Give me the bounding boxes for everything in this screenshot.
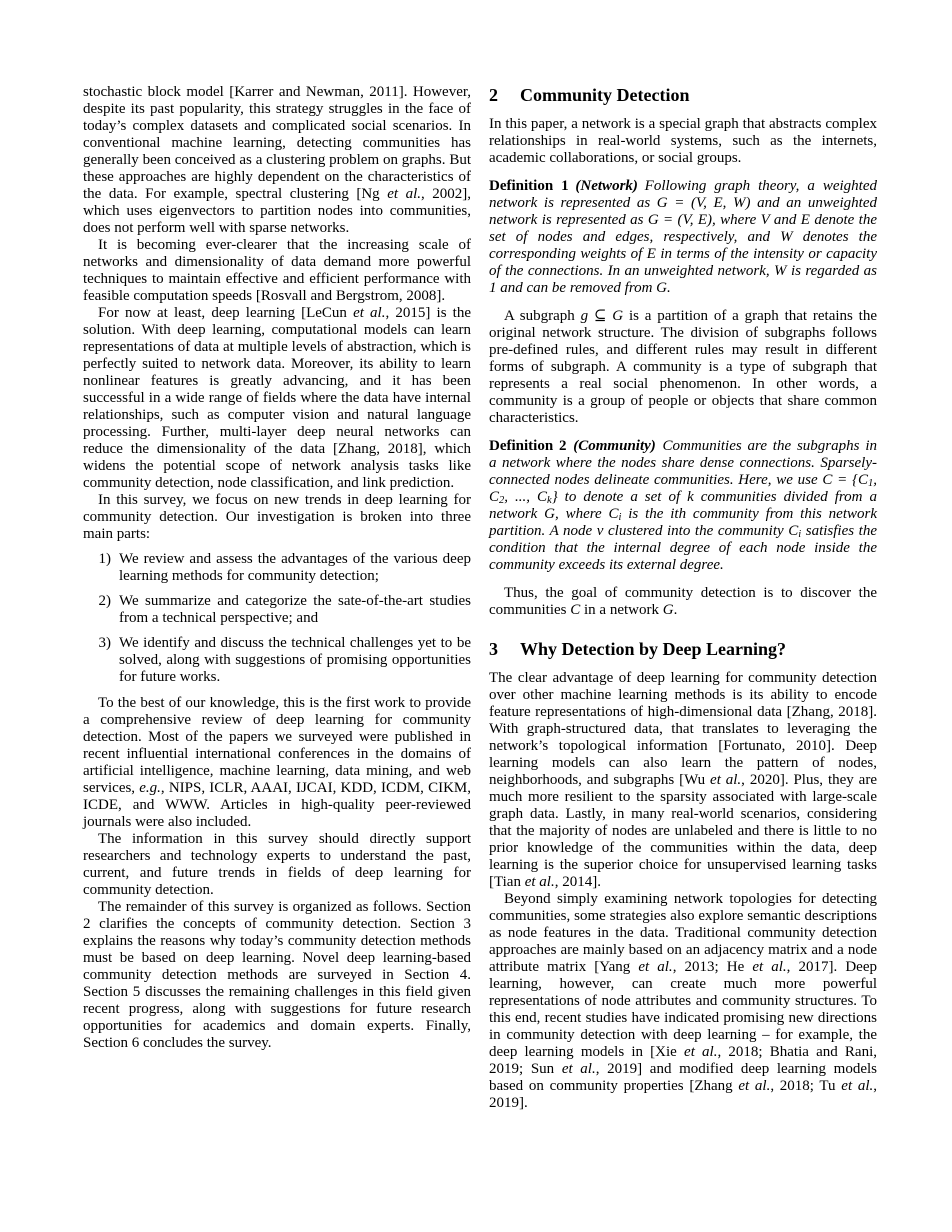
body-paragraph [489,116,877,167]
text-run: et al. [353,305,386,321]
text-run: , 2018; Tu [770,1078,842,1094]
text-run: The clear advantage of deep learning for community detection over other machine learning methods is its ability to encode feature representations of high-dimensional data [Zhang, 2018]. With graph-structured data, that translates to leveraging the network’s topological information [Fortunato, 2010]. Deep learning models can also learn the pattern of nodes, neighborhoods, and subgraphs [Wu [489,670,877,788]
text-run: Thus, the goal of community detection is to discover the communities [489,585,877,618]
list-item-text [119,593,471,627]
list-item-number: 2) [98,593,111,609]
text-run: g [580,308,589,324]
text-run: , 2013; He [672,959,753,975]
text-run: A subgraph [504,308,581,324]
text-run: In this paper, a network is a special graph that abstracts complex relationships in real-world systems, such as the internets, academic collaborations, or social groups. [489,116,877,166]
list-item-text [119,551,471,585]
text-run: i [618,512,622,524]
text-run: e.g. [139,780,161,796]
text-run: in a network [580,602,663,618]
body-paragraph [83,305,471,492]
body-paragraph [83,899,471,1052]
list-item [83,635,471,686]
body-paragraph [489,308,877,427]
section-heading [489,639,877,660]
definition-block [489,178,877,297]
text-run: 1 [868,478,874,490]
text-run: We summarize and categorize the sate-of-the-art studies from a technical perspective; and [119,593,471,626]
text-run: is a partition of a graph that retains the original network structure. The division of subgraphs follows pre-defined rules, and different rules may result in different forms of subgraph. A community is a type of subgraph that represents a real social phenomenon. In other words, a community is a group of people or objects that share common characteristics. [489,308,877,426]
text-run: et al. [752,959,787,975]
text-run: G [612,308,624,324]
list-item-text [119,635,471,686]
text-run: Beyond simply examining network topologies for detecting communities, some strategies also explore semantic descriptions as node features in the data. Traditional community detection approaches are mainly based on an adjacency matrix and a node attribute matrix [Yang [489,891,877,975]
text-run: , C [489,472,877,505]
column-right [489,84,877,1232]
text-run: } to denote a set of k communities divided from a network G, where C [489,489,877,522]
text-run: , 2015] is the solution. With deep learning, computational models can learn representations of data at multiple levels of abstraction, which is perfectly suited to network data. Moreover, its ability to learn nonlinear features is greatly advancing, and it has been successful in a wide range of fields where the data have internal relationships, such as computer vision and natural language processing. Further, multi-layer deep neural networks can reduce the dimensionality of the data [Zhang, 2018], which widens the potential scope of network analysis tasks like community detection, node classification, and link prediction. [83,305,472,491]
definition-term: (Community) [573,438,656,454]
text-run: is the ith community from this network partition. A node v clustered into the community C [489,506,878,539]
text-run: stochastic block model [Karrer and Newman, 2011]. However, despite its past popularity, this strategy struggles in the face of today’s complex datasets and complicated social scenarios. In conventional machine learning, detecting communities has generally been conceived as a clustering problem on graphs. But these approaches are highly dependent on the characteristics of the data. For example, spectral clustering [Ng [83,84,471,202]
text-run: Communities are the subgraphs in a network where the nodes share dense connections. Sparsely-connected nodes delineate communities. Here, we use C = {C [489,438,877,488]
text-run: . [673,602,678,618]
text-run: satisfies the condition that the internal degree of each node inside the community exceeds its external degree. [489,523,877,573]
body-paragraph [489,670,877,891]
definition-term: (Network) [575,178,638,194]
definition-block [489,438,877,574]
section-title: Why Detection by Deep Learning? [520,639,786,659]
text-run: For now at least, deep learning [LeCun [98,305,354,321]
text-run: The information in this survey should directly support researchers and technology experts to understand the past, current, and future trends in fields of deep learning for community detection. [83,831,471,898]
body-paragraph [489,585,877,619]
text-run: et al. [738,1078,771,1094]
text-run: et al. [561,1061,596,1077]
text-run: G [662,602,674,618]
text-run: Following graph theory, a weighted network is represented as G = (V, E, W) and an unweighted network is represented as G = (V, E), where V and E denote the set of nodes and edges, respectively, and W denotes the corresponding weights of E in terms of the intensity or capacity of the connections. In an unweighted network, W is regarded as 1 and can be removed from G. [489,178,877,296]
section-heading [489,85,877,106]
text-run: et al. [524,874,555,890]
text-run: et al. [638,959,673,975]
column-left [83,84,471,1232]
text-run: 2 [499,495,505,507]
section-number: 3 [489,639,498,659]
definition-label: Definition 2 [489,438,567,454]
definition-label: Definition 1 [489,178,569,194]
text-run: C [570,602,581,618]
text-run: et al. [684,1044,718,1060]
text-run: It is becoming ever-clearer that the increasing scale of networks and dimensionality of data demand more powerful techniques to maintain effective and efficient performance with feasible computation speeds [Rosvall and Bergstrom, 2008]. [83,237,471,304]
body-paragraph [489,891,877,1112]
text-run: , ..., C [504,489,548,505]
text-run: To the best of our knowledge, this is the first work to provide a comprehensive review of deep learning for community detection. Most of the papers we surveyed were published in recent influential international conferences in the domains of artificial intelligence, machine learning, data mining, and web services, [83,695,471,796]
body-paragraph [83,492,471,543]
list-item [83,551,471,585]
text-run: k [547,495,552,507]
text-run: et al. [387,186,421,202]
section-number: 2 [489,85,498,105]
text-run: We identify and discuss the technical challenges yet to be solved, along with suggestions of promising opportunities for future works. [119,635,471,685]
section-title: Community Detection [520,85,690,105]
text-run: , 2014]. [554,874,601,890]
body-paragraph [83,84,471,237]
text-run: ⊆ [588,308,613,324]
text-run: , 2019] and modified deep learning models based on community properties [Zhang [489,1061,878,1094]
list-item-number: 3) [98,635,111,651]
text-run: et al. [841,1078,874,1094]
text-run: , 2020]. Plus, they are much more resilient to the sparsity associated with large-scale graph data. Lastly, in many real-world scenarios, considering that the majority of nodes are unlabeled and there is little to no prior knowledge of the communities within the data, deep learning is the superior choice for unsupervised learning tasks [Tian [489,772,877,890]
body-paragraph [83,237,471,305]
list-item-number: 1) [98,551,111,567]
text-run: The remainder of this survey is organized as follows. Section 2 clarifies the concepts of community detection. Section 3 explains the reasons why today’s community detection methods must be based on deep learning. Novel deep learning-based community detection methods are surveyed in Section 4. Section 5 discusses the remaining challenges in this field given recent progress, along with suggestions for future research opportunities for academics and domain experts. Finally, Section 6 concludes the survey. [83,899,471,1051]
text-run: In this survey, we focus on new trends in deep learning for community detection. Our investigation is broken into three main parts: [83,492,471,542]
text-run: , 2019]. [489,1078,877,1111]
list-item [83,593,471,627]
text-run: , NIPS, ICLR, AAAI, IJCAI, KDD, ICDM, CIKM, ICDE, and WWW. Articles in high-quality peer-reviewed journals were also included. [83,780,471,830]
text-run: , 2002], which uses eigenvectors to partition nodes into communities, does not perform well with sparse networks. [83,186,471,236]
body-paragraph [83,695,471,831]
contribution-list [83,551,471,686]
body-paragraph [83,831,471,899]
text-run: , 2018; Bhatia and Rani, 2019; Sun [489,1044,878,1077]
text-run: i [798,529,802,541]
text-run: We review and assess the advantages of the various deep learning methods for community detection; [119,551,471,584]
text-run: , 2017]. Deep learning, however, can create much more powerful representations of node attributes and community structures. To this end, recent studies have indicated promising new directions in community detection with deep learning – for example, the deep learning models in [Xie [489,959,877,1060]
text-run: et al. [710,772,742,788]
